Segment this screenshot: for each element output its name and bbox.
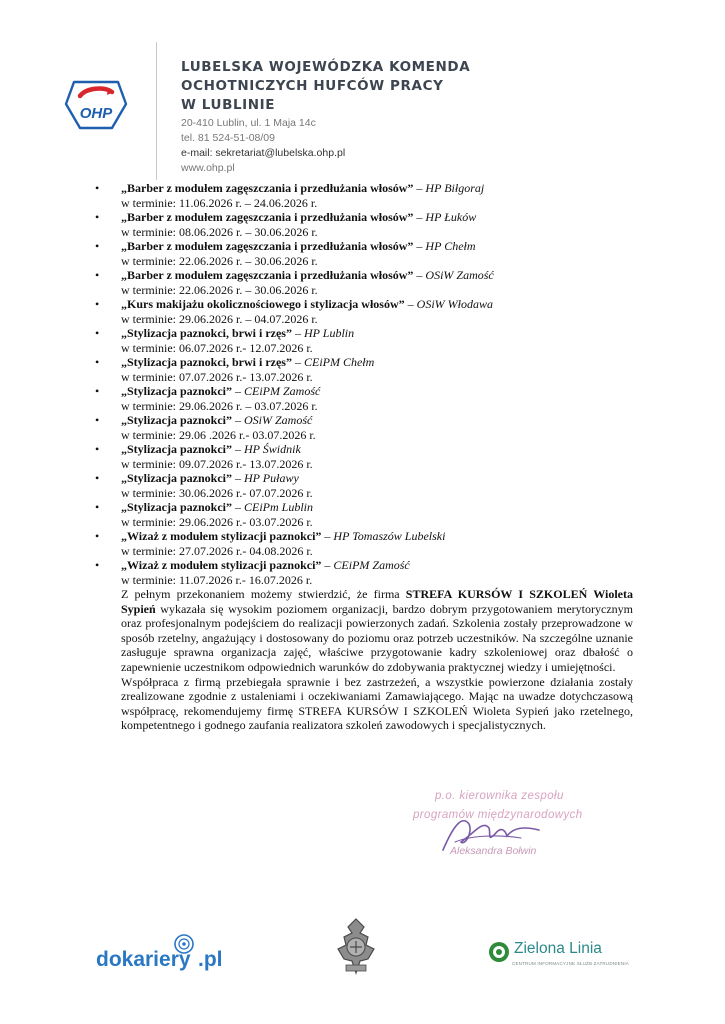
- course-separator: –: [232, 384, 244, 398]
- course-separator: –: [413, 181, 426, 195]
- course-title: „Stylizacja paznokci, brwi i rzęs”: [121, 326, 292, 340]
- course-location: CEiPM Chełm: [303, 355, 375, 369]
- course-separator: –: [232, 500, 244, 514]
- course-location: HP Tomaszów Lubelski: [333, 529, 446, 543]
- course-location: CEiPM Zamość: [244, 384, 321, 398]
- course-dates: w terminie: 30.06.2026 r.- 07.07.2026 r.: [121, 485, 313, 500]
- ohp-emblem-icon: [326, 915, 386, 977]
- zielona-linia-subtitle: CENTRUM INFORMACYJNE SŁUŻB ZATRUDNIENIA: [512, 961, 629, 966]
- course-separator: –: [404, 297, 417, 311]
- email[interactable]: e-mail: sekretariat@lubelska.ohp.pl: [181, 147, 346, 159]
- ohp-logo-text: OHP: [79, 105, 113, 122]
- course-separator: –: [232, 442, 244, 456]
- org-line: W LUBLINIE: [181, 97, 276, 113]
- bullet: •: [95, 384, 100, 398]
- bullet: •: [95, 239, 100, 253]
- course-separator: –: [413, 268, 426, 282]
- signature-name: Aleksandra Bołwin: [450, 845, 537, 857]
- bullet: •: [95, 529, 100, 543]
- phone-bubble-icon: [487, 940, 511, 964]
- course-item: [95, 413, 655, 442]
- bullet: •: [95, 471, 100, 485]
- course-dates: w terminie: 07.07.2026 r.- 13.07.2026 r.: [121, 369, 313, 384]
- bullet: •: [95, 210, 100, 224]
- recommendation-text: [121, 587, 633, 733]
- course-dates: w terminie: 29.06.2026 r. – 04.07.2026 r.: [121, 311, 318, 326]
- course-item: [95, 210, 655, 239]
- course-separator: –: [413, 210, 426, 224]
- course-dates: w terminie: 29.06 .2026 r.- 03.07.2026 r.: [121, 427, 316, 442]
- course-title: „Wizaż z modułem stylizacji paznokci”: [121, 529, 322, 543]
- dokariery-text: dokariery: [96, 948, 191, 971]
- course-location: HP Lublin: [303, 326, 355, 340]
- course-item: [95, 471, 655, 500]
- paragraph-text: Z pełnym przekonaniem możemy stwierdzić, że firma: [121, 587, 406, 601]
- course-dates: w terminie: 22.06.2026 r. – 30.06.2026 r.: [121, 282, 318, 297]
- course-dates: w terminie: 08.06.2026 r. – 30.06.2026 r.: [121, 224, 318, 239]
- bullet: •: [95, 326, 100, 340]
- course-dates: w terminie: 27.07.2026 r.- 04.08.2026 r.: [121, 543, 313, 558]
- signature-stamp: [405, 790, 595, 860]
- address: 20-410 Lublin, ul. 1 Maja 14c: [181, 117, 316, 129]
- course-separator: –: [321, 558, 334, 572]
- course-location: HP Chełm: [425, 239, 476, 253]
- header-divider: [156, 42, 157, 180]
- organization-name: [181, 58, 470, 115]
- course-location: OSiW Zamość: [244, 413, 313, 427]
- course-dates: w terminie: 29.06.2026 r. – 03.07.2026 r.: [121, 398, 318, 413]
- bullet: •: [95, 355, 100, 369]
- course-item: [95, 558, 655, 587]
- course-dates: w terminie: 29.06.2026 r.- 03.07.2026 r.: [121, 514, 313, 529]
- paragraph-text: wykazała się wysokim poziomem organizacji, bardzo dobrym przygotowaniem merytorycznym oraz profesjonalnym podejściem do realizacji powierzonych zadań. Szkolenia zostały przeprowadzone w sposób rzetelny, angażujący i dostosowany do poziomu oraz potrzeb uczestników. Na szczególne uznanie zasługuje sprawna organizacja zajęć, właściwe przygotowanie kadry szkoleniowej oraz dbałość o zapewnienie uczestnikom odpowiednich warunków do zdobywania praktycznej wiedzy i umiejętności.: [121, 601, 633, 674]
- course-title: „Barber z modułem zagęszczania i przedłużania włosów”: [121, 210, 414, 224]
- course-location: HP Łuków: [425, 210, 477, 224]
- course-item: [95, 239, 655, 268]
- signature-role: programów międzynarodowych: [413, 809, 583, 821]
- course-item: [95, 297, 655, 326]
- course-item: [95, 355, 655, 384]
- zielona-linia-logo: [487, 940, 629, 976]
- course-dates: w terminie: 11.07.2026 r.- 16.07.2026 r.: [121, 572, 313, 587]
- website[interactable]: www.ohp.pl: [181, 162, 235, 174]
- course-title: „Stylizacja paznokci”: [121, 413, 232, 427]
- course-location: HP Puławy: [244, 471, 299, 485]
- course-title: „Stylizacja paznokci”: [121, 384, 232, 398]
- course-location: HP Świdnik: [244, 442, 301, 456]
- bullet: •: [95, 413, 100, 427]
- zielona-linia-text: Zielona Linia: [514, 940, 602, 957]
- course-item: [95, 442, 655, 471]
- course-separator: –: [232, 413, 244, 427]
- course-item: [95, 384, 655, 413]
- course-title: „Stylizacja paznokci, brwi i rzęs”: [121, 355, 292, 369]
- company-name: STREFA KURSÓW I SZKOLEŃ Wioleta Sypień: [121, 587, 633, 616]
- signature-role: p.o. kierownika zespołu: [435, 790, 564, 802]
- bullet: •: [95, 181, 100, 195]
- bullet: •: [95, 268, 100, 282]
- ohp-logo: [64, 74, 128, 132]
- course-dates: w terminie: 11.06.2026 r. – 24.06.2026 r.: [121, 195, 318, 210]
- course-title: „Barber z modułem zagęszczania i przedłużania włosów”: [121, 181, 414, 195]
- course-location: CEiPm Lublin: [244, 500, 314, 514]
- course-title: „Kurs makijażu okolicznościowego i stylizacja włosów”: [121, 297, 405, 311]
- course-separator: –: [321, 529, 334, 543]
- bullet: •: [95, 500, 100, 514]
- course-item: [95, 268, 655, 297]
- org-line: OCHOTNICZYCH HUFCÓW PRACY: [181, 78, 444, 94]
- course-dates: w terminie: 06.07.2026 r.- 12.07.2026 r.: [121, 340, 313, 355]
- course-list: [95, 181, 655, 587]
- course-location: OSiW Włodawa: [416, 297, 493, 311]
- course-item: [95, 326, 655, 355]
- bullet: •: [95, 442, 100, 456]
- bullet: •: [95, 297, 100, 311]
- course-separator: –: [291, 355, 304, 369]
- course-location: CEiPM Zamość: [333, 558, 410, 572]
- course-location: OSiW Zamość: [425, 268, 494, 282]
- org-line: LUBELSKA WOJEWÓDZKA KOMENDA: [181, 59, 471, 75]
- course-dates: w terminie: 22.06.2026 r. – 30.06.2026 r.: [121, 253, 318, 268]
- course-location: HP Biłgoraj: [425, 181, 485, 195]
- phone: tel. 81 524-51-08/09: [181, 132, 275, 144]
- dokariery-logo: [94, 930, 234, 978]
- course-dates: w terminie: 09.07.2026 r.- 13.07.2026 r.: [121, 456, 313, 471]
- course-item: [95, 181, 655, 210]
- course-title: „Wizaż z modułem stylizacji paznokci”: [121, 558, 322, 572]
- course-title: „Barber z modułem zagęszczania i przedłużania włosów”: [121, 268, 414, 282]
- course-title: „Stylizacja paznokci”: [121, 442, 232, 456]
- paragraph: Współpraca z firmą przebiegała sprawnie i bez zastrzeżeń, a wszystkie powierzone działania zostały zrealizowane zgodnie z ustaleniami i oczekiwaniami Zamawiającego. Mając na uwadze dotychczasową współpracę, rekomendujemy firmę STREFA KURSÓW I SZKOLEŃ Wioleta Sypień jako rzetelnego, kompetentnego i godnego zaufania realizatora szkoleń zawodowych i specjalistycznych.: [121, 674, 633, 733]
- course-title: „Stylizacja paznokci”: [121, 500, 232, 514]
- course-title: „Barber z modułem zagęszczania i przedłużania włosów”: [121, 239, 414, 253]
- course-separator: –: [291, 326, 304, 340]
- course-item: [95, 529, 655, 558]
- paragraph: [121, 587, 633, 675]
- course-item: [95, 500, 655, 529]
- course-separator: –: [413, 239, 426, 253]
- course-separator: –: [232, 471, 244, 485]
- bullet: •: [95, 558, 100, 572]
- course-title: „Stylizacja paznokci”: [121, 471, 232, 485]
- dokariery-suffix: .pl: [198, 948, 223, 971]
- contact-block: [181, 116, 345, 176]
